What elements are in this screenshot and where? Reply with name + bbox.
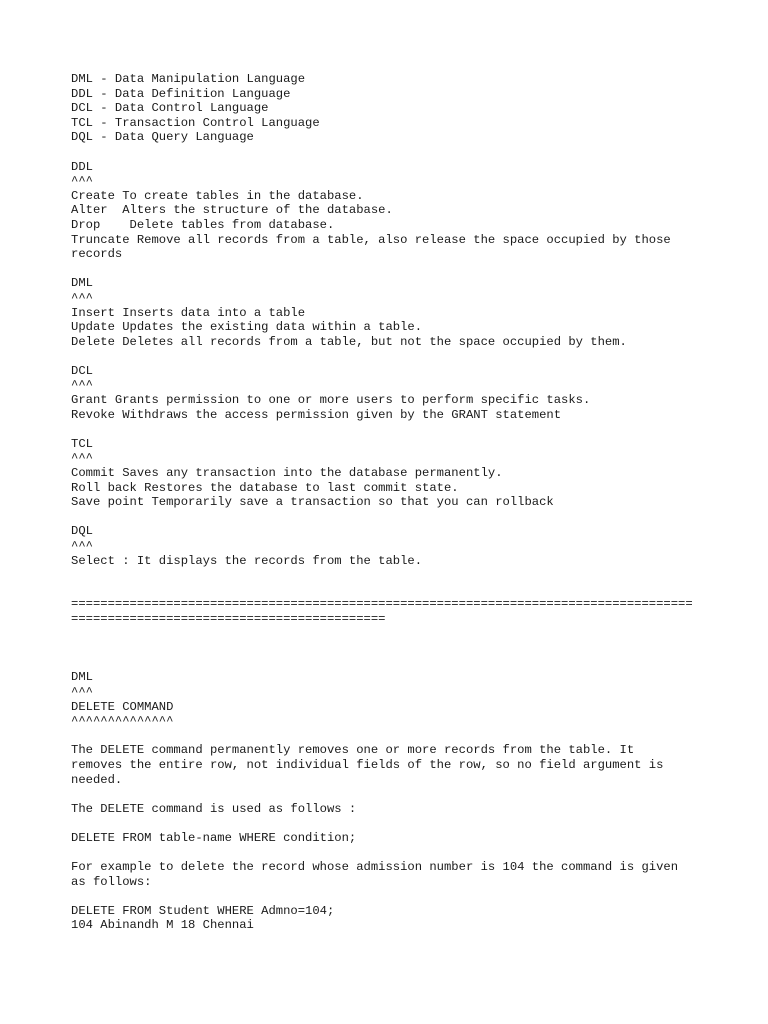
command-line: Revoke Withdraws the access permission given by the GRANT statement xyxy=(71,407,562,422)
heading-underline: ^^^ xyxy=(71,451,93,466)
paragraph-line: The DELETE command is used as follows : xyxy=(71,801,357,816)
section-dml xyxy=(71,276,731,349)
example-line: DELETE FROM Student WHERE Admno=104; xyxy=(71,903,335,918)
command-line: Drop Delete tables from database. xyxy=(71,217,335,232)
example-line: 104 Abinandh M 18 Chennai xyxy=(71,918,254,933)
heading-underline: ^^^ xyxy=(71,174,93,189)
heading-underline: ^^^ xyxy=(71,684,93,699)
command-line: Update Updates the existing data within a table. xyxy=(71,320,423,335)
list-item: DCL - Data Control Language xyxy=(71,101,269,116)
paragraph-line: removes the entire row, not individual fields of the row, so no field argument is xyxy=(71,757,664,772)
separator-line: =========================================== xyxy=(71,611,386,626)
command-line: Commit Saves any transaction into the database permanently. xyxy=(71,466,503,481)
command-line: Alter Alters the structure of the database. xyxy=(71,203,393,218)
section-heading: DML xyxy=(71,276,93,291)
section-dcl xyxy=(71,364,731,422)
subheading: DELETE COMMAND xyxy=(71,699,174,714)
section-tcl xyxy=(71,437,731,510)
separator xyxy=(71,597,731,626)
list-item: TCL - Transaction Control Language xyxy=(71,115,320,130)
paragraph-line: needed. xyxy=(71,772,123,787)
list-item: DDL - Data Definition Language xyxy=(71,86,291,101)
separator-line: ===================================================================================== xyxy=(71,597,693,612)
command-line: Save point Temporarily save a transaction so that you can rollback xyxy=(71,495,554,510)
list-item: DML - Data Manipulation Language xyxy=(71,72,306,86)
section-ddl xyxy=(71,160,731,262)
paragraph-line: The DELETE command permanently removes one or more records from the table. It xyxy=(71,743,635,758)
command-line: Grant Grants permission to one or more users to perform specific tasks. xyxy=(71,393,591,408)
command-line: Delete Deletes all records from a table, but not the space occupied by them. xyxy=(71,334,627,349)
section-delete-command xyxy=(71,670,731,933)
command-line: Select : It displays the records from the table. xyxy=(71,553,423,568)
command-line: Roll back Restores the database to last commit state. xyxy=(71,480,459,495)
heading-underline: ^^^ xyxy=(71,539,93,553)
section-dql xyxy=(71,524,731,568)
list-item: DQL - Data Query Language xyxy=(71,130,254,145)
heading-underline: ^^^ xyxy=(71,378,93,393)
paragraph-line: For example to delete the record whose admission number is 104 the command is given xyxy=(71,860,679,875)
paragraph-line: as follows: xyxy=(71,874,152,889)
section-heading: DCL xyxy=(71,363,93,378)
command-line: records xyxy=(71,247,123,262)
subheading-underline: ^^^^^^^^^^^^^^ xyxy=(71,714,174,729)
heading-underline: ^^^ xyxy=(71,290,93,305)
language-list xyxy=(71,72,731,145)
section-heading: DQL xyxy=(71,524,93,539)
command-line: Create To create tables in the database. xyxy=(71,188,364,203)
section-heading: DML xyxy=(71,670,93,685)
document-body xyxy=(71,72,731,933)
syntax-line: DELETE FROM table-name WHERE condition; xyxy=(71,830,357,845)
section-heading: TCL xyxy=(71,436,93,451)
section-heading: DDL xyxy=(71,159,93,174)
command-line: Insert Inserts data into a table xyxy=(71,305,306,320)
command-line: Truncate Remove all records from a table, also release the space occupied by those xyxy=(71,232,671,247)
